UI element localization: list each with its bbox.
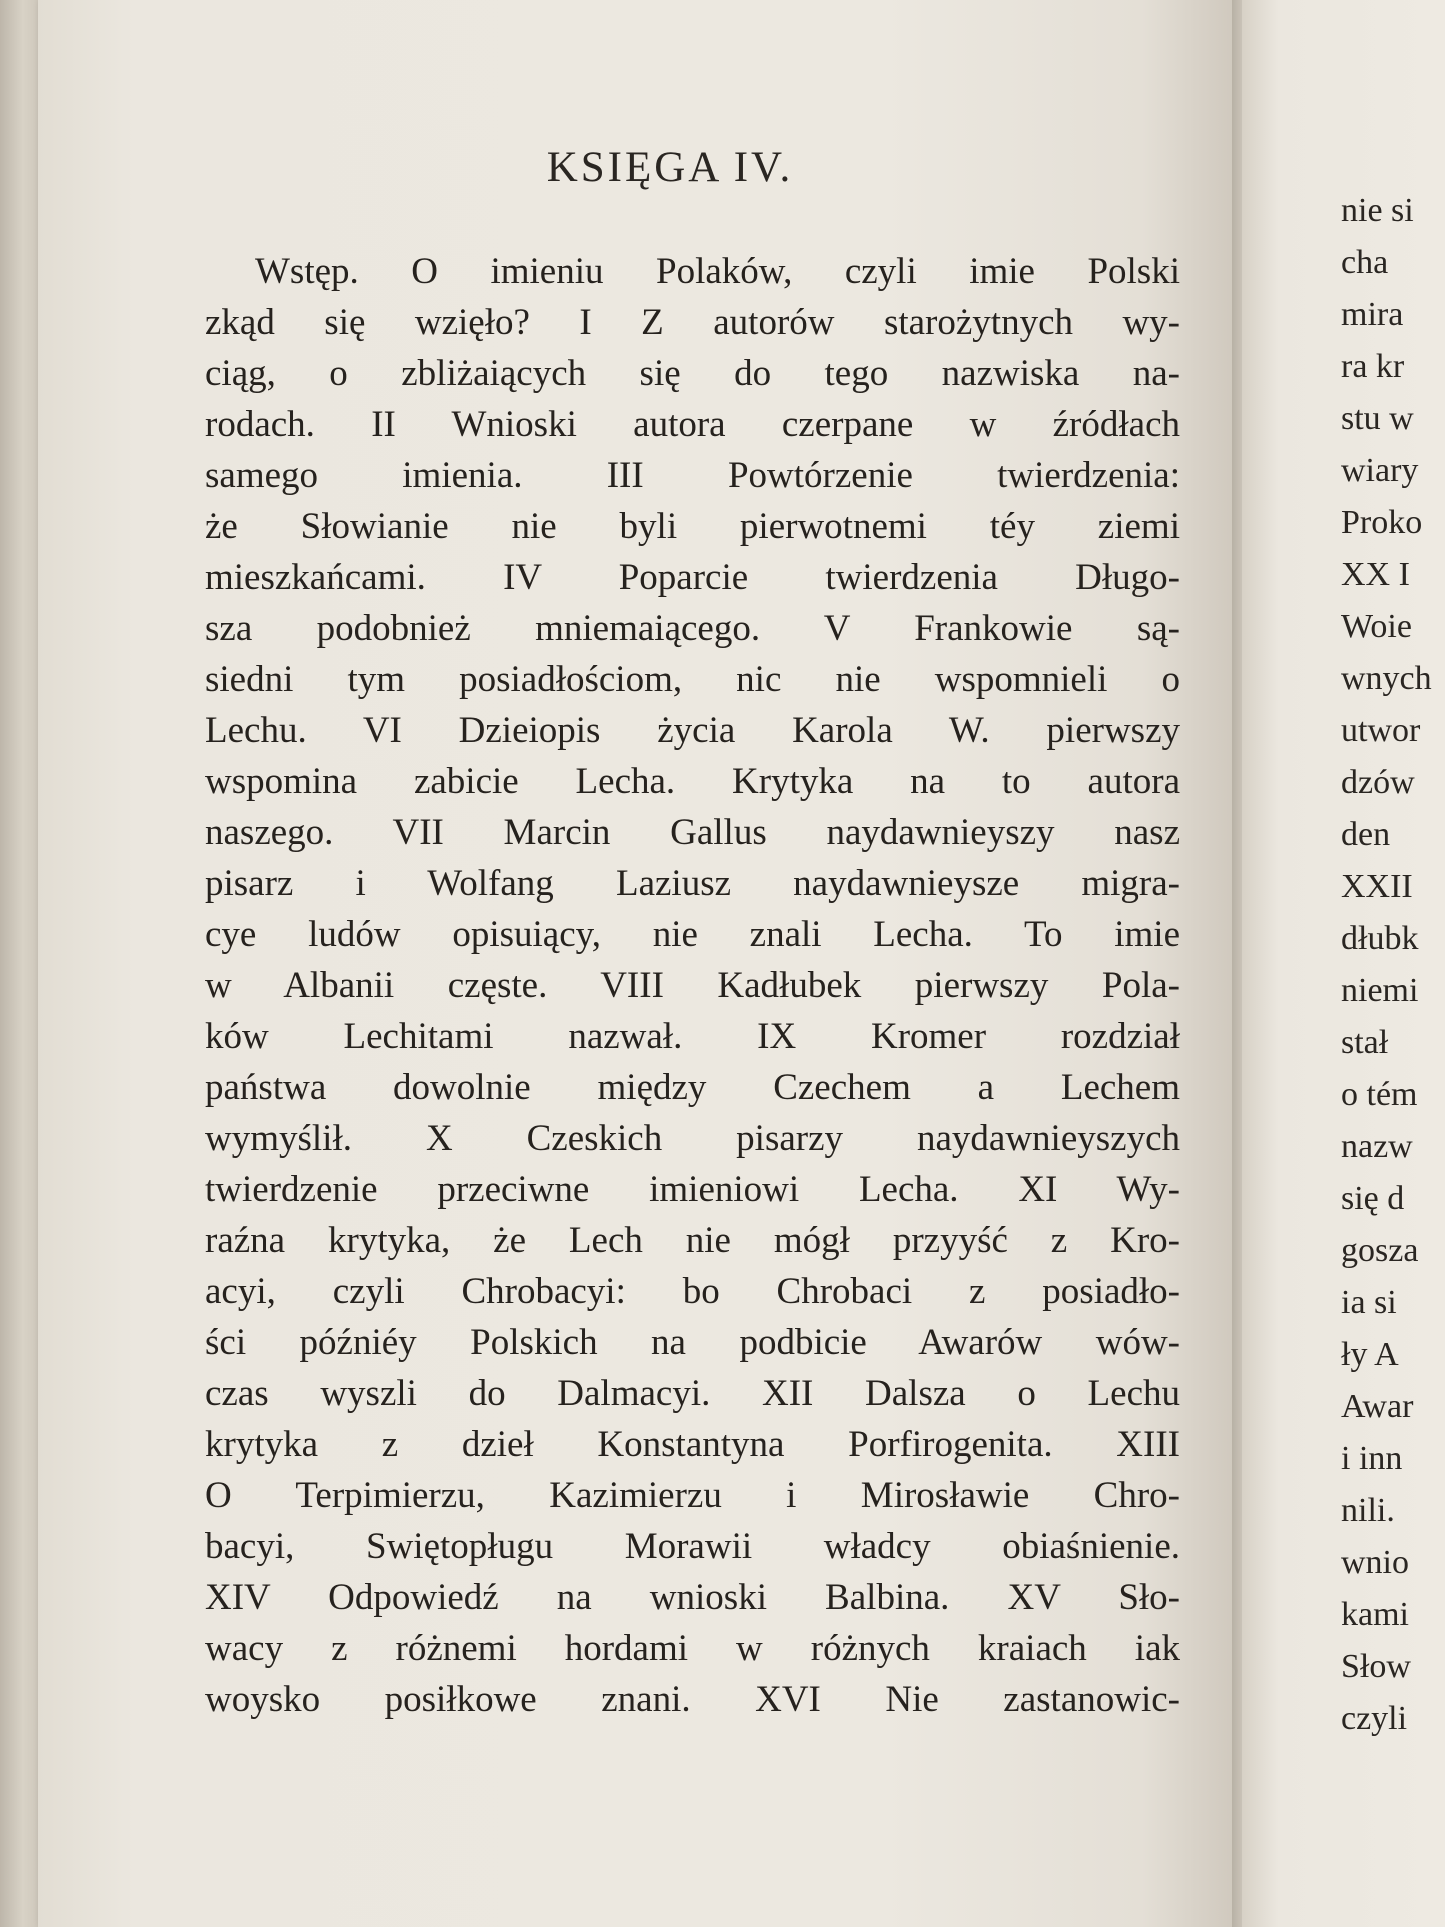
fragment-line: stu w — [1341, 400, 1414, 437]
fragment-line: niemi — [1341, 972, 1419, 1009]
text-line: mieszkańcami. IV Poparcie twierdzenia Długo- — [205, 557, 1180, 598]
fragment-line: wnio — [1341, 1544, 1409, 1581]
text-line: XIV Odpowiedź na wnioski Balbina. XV Sło- — [205, 1577, 1180, 1618]
text-line: rodach. II Wnioski autora czerpane w źródłach — [205, 404, 1180, 445]
text-line: siedni tym posiadłościom, nic nie wspomnieli o — [205, 659, 1180, 700]
text-line: pisarz i Wolfang Laziusz naydawnieysze migra- — [205, 863, 1180, 904]
summary-text — [205, 246, 1180, 1725]
fragment-line: wnych — [1341, 660, 1432, 697]
text-line: państwa dowolnie między Czechem a Lechem — [205, 1067, 1180, 1108]
text-line: ków Lechitami nazwał. IX Kromer rozdział — [205, 1016, 1180, 1057]
text-line: bacyi, Swiętopługu Morawii władcy obiaśnienie. — [205, 1526, 1180, 1567]
fragment-line: czyli — [1341, 1700, 1408, 1737]
text-line: cye ludów opisuiący, nie znali Lecha. To imie — [205, 914, 1180, 955]
fragment-line: ia si — [1341, 1284, 1397, 1321]
fragment-line: XXII — [1341, 868, 1413, 905]
fragment-line: den — [1341, 816, 1391, 853]
text-line: O Terpimierzu, Kazimierzu i Mirosławie Chro- — [205, 1475, 1180, 1516]
text-line: czas wyszli do Dalmacyi. XII Dalsza o Lechu — [205, 1373, 1180, 1414]
fragment-line: XX I — [1341, 556, 1410, 593]
fragment-line: ły A — [1341, 1336, 1399, 1373]
text-line: krytyka z dzieł Konstantyna Porfirogenita. XIII — [205, 1424, 1180, 1465]
fragment-line: Awar — [1341, 1388, 1414, 1425]
book-left-edge — [0, 0, 38, 1927]
fragment-line: nazw — [1341, 1128, 1413, 1165]
fragment-line: ra kr — [1341, 348, 1405, 385]
text-line: woysko posiłkowe znani. XVI Nie zastanowic- — [205, 1679, 1180, 1720]
right-page-text-fragments — [1341, 185, 1432, 1745]
text-line: sza podobnież mniemaiącego. V Frankowie są- — [205, 608, 1180, 649]
fragment-line: stał — [1341, 1024, 1389, 1061]
text-line: w Albanii częste. VIII Kadłubek pierwszy Pola- — [205, 965, 1180, 1006]
fragment-line: mira — [1341, 296, 1404, 333]
fragment-line: kami — [1341, 1596, 1409, 1633]
text-line: ści późniéy Polskich na podbicie Awarów wów- — [205, 1322, 1180, 1363]
text-line: raźna krytyka, że Lech nie mógł przyyść z Kro- — [205, 1220, 1180, 1261]
fragment-line: wiary — [1341, 452, 1419, 489]
fragment-line: o tém — [1341, 1076, 1418, 1113]
fragment-line: się d — [1341, 1180, 1405, 1217]
fragment-line: nili. — [1341, 1492, 1395, 1529]
text-line: zkąd się wzięło? I Z autorów starożytnych wy- — [205, 302, 1180, 343]
fragment-line: i inn — [1341, 1440, 1403, 1477]
text-line: naszego. VII Marcin Gallus naydawnieyszy nasz — [205, 812, 1180, 853]
fragment-line: Woie — [1341, 608, 1412, 645]
fragment-line: nie si — [1341, 192, 1414, 229]
text-line: Lechu. VI Dzieiopis życia Karola W. pierwszy — [205, 710, 1180, 751]
fragment-line: gosza — [1341, 1232, 1419, 1269]
text-line: twierdzenie przeciwne imieniowi Lecha. XI Wy- — [205, 1169, 1180, 1210]
fragment-line: cha — [1341, 244, 1389, 281]
text-line: Wstęp. O imieniu Polaków, czyli imie Polski — [255, 251, 1180, 292]
text-line: ciąg, o zbliżaiących się do tego nazwiska na- — [205, 353, 1180, 394]
text-line: samego imienia. III Powtórzenie twierdzenia: — [205, 455, 1180, 496]
text-line: wspomina zabicie Lecha. Krytyka na to autora — [205, 761, 1180, 802]
fragment-line: Proko — [1341, 504, 1423, 541]
fragment-line: Słow — [1341, 1648, 1411, 1685]
text-line: acyi, czyli Chrobacyi: bo Chrobaci z posiadło- — [205, 1271, 1180, 1312]
text-line: wacy z różnemi hordami w różnych kraiach iak — [205, 1628, 1180, 1669]
text-line: wymyślił. X Czeskich pisarzy naydawnieyszych — [205, 1118, 1180, 1159]
fragment-line: utwor — [1341, 712, 1421, 749]
fragment-line: dzów — [1341, 764, 1415, 801]
chapter-heading: KSIĘGA IV. — [546, 144, 794, 191]
text-line: że Słowianie nie byli pierwotnemi téy ziemi — [205, 506, 1180, 547]
fragment-line: dłubk — [1341, 920, 1419, 957]
